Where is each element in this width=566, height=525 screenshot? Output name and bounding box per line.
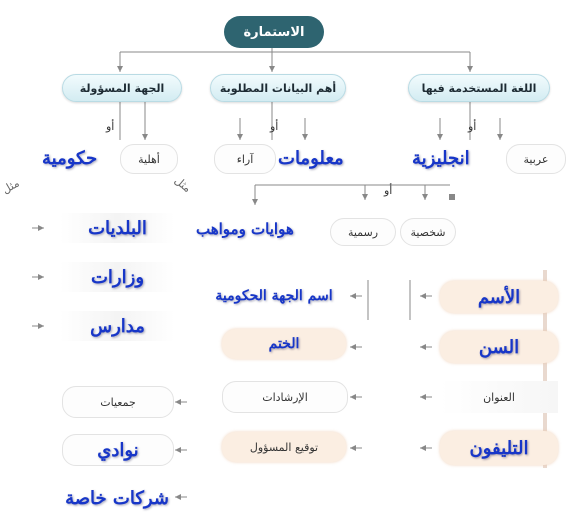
node-personal-label: شخصية [410, 225, 446, 239]
field-name-label: الأسم [477, 286, 521, 308]
field-age [440, 331, 558, 363]
field-stamp [222, 329, 346, 359]
field-instructions [222, 381, 348, 413]
field-name [440, 281, 558, 313]
node-english: انجليزية [412, 148, 470, 169]
gov-example-3-label: مدارس [90, 315, 145, 337]
node-private-label: أهلية [138, 152, 160, 166]
node-opinions-label: آراء [236, 152, 254, 166]
root-node: الاستمارة [224, 16, 324, 48]
node-info: معلومات [278, 148, 344, 169]
field-signature [222, 432, 346, 462]
field-address-label: العنوان [483, 390, 515, 404]
node-government: حكومية [42, 148, 98, 169]
node-opinions [214, 144, 276, 174]
node-official-label: رسمية [347, 225, 379, 239]
field-signature-label: توقيع المسؤول [249, 440, 319, 454]
or-label-hobbies: أو [384, 184, 393, 197]
gov-example-3 [60, 311, 175, 341]
header-data: أهم البيانات المطلوبة [210, 74, 346, 102]
or-label-responsible: أو [106, 120, 115, 133]
private-example-3-label: شركات خاصة [65, 487, 169, 509]
or-label-language: أو [468, 120, 477, 133]
private-example-2-label: نوادي [97, 439, 139, 461]
node-private [120, 144, 178, 174]
private-example-1-label: جمعيات [100, 395, 136, 409]
gov-example-1-label: البلديات [88, 217, 147, 239]
header-responsible: الجهة المسؤولة [62, 74, 182, 102]
example-label-right: مثل [171, 173, 194, 196]
private-example-2 [62, 434, 174, 466]
private-example-3 [54, 484, 180, 512]
node-personal [400, 218, 456, 246]
field-address [440, 381, 558, 413]
example-label-left: مثل [0, 176, 22, 197]
gov-example-2 [60, 262, 175, 292]
node-arabic [506, 144, 566, 174]
or-label-data: أو [270, 120, 279, 133]
field-phone [440, 431, 558, 465]
gov-example-1 [60, 213, 175, 243]
node-official [330, 218, 396, 246]
field-age-label: السن [478, 336, 520, 358]
field-phone-label: التليفون [469, 437, 529, 459]
gov-example-2-label: وزارات [90, 266, 145, 288]
private-example-1 [62, 386, 174, 418]
field-gov-name-label: اسم الجهة الحكومية [215, 288, 333, 304]
field-instructions-label: الإرشادات [262, 390, 308, 404]
node-arabic-label: عربية [523, 152, 549, 166]
field-gov-name [200, 282, 348, 310]
field-stamp-label: الختم [268, 336, 300, 352]
header-language: اللغة المستخدمة فيها [408, 74, 550, 102]
node-hobbies: هوايات ومواهب [196, 220, 294, 238]
